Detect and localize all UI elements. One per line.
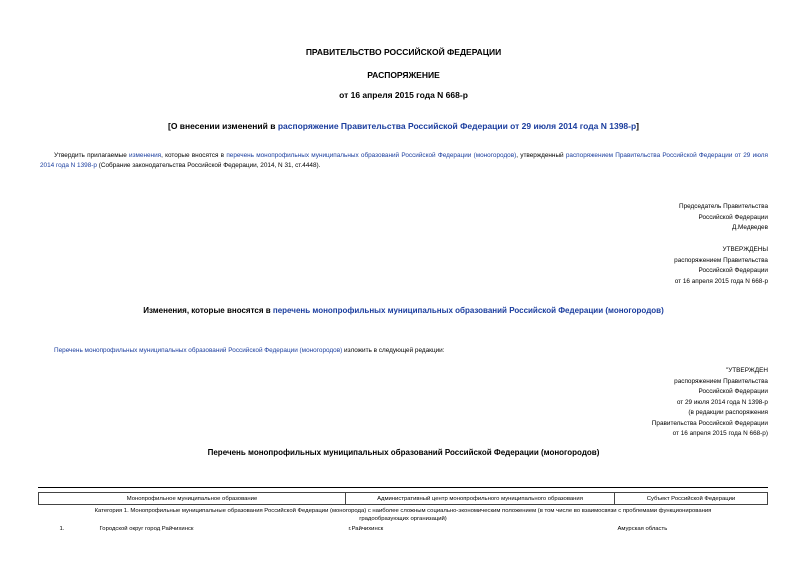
document-type: РАСПОРЯЖЕНИЕ: [367, 70, 440, 80]
row-number: 1.: [59, 526, 65, 532]
column-header-admin-center: Административный центр монопрофильного муниципального образования: [346, 493, 615, 505]
body-text-4: (Собрание законодательства Российской Федерации, 2014, N 31, ст.4448).: [96, 162, 321, 169]
document-date: от 16 апреля 2015 года N 668-р: [339, 90, 468, 100]
approved-block-2: [468, 366, 768, 440]
signature-line-2: Российской Федерации: [698, 213, 768, 221]
approved2-line-4: от 29 июля 2014 года N 1398-р: [676, 398, 768, 406]
changes-title-prefix: Изменения, которые вносятся в: [143, 306, 273, 315]
signature-line-1: Председатель Правительства: [679, 203, 768, 210]
municipality-cell: [39, 525, 346, 533]
table-top-rule: [38, 487, 768, 488]
category-row: [39, 505, 768, 526]
government-title: ПРАВИТЕЛЬСТВО РОССИЙСКОЙ ФЕДЕРАЦИИ: [305, 47, 502, 57]
approved-block: [468, 245, 768, 287]
approved-line-4: от 16 апреля 2015 года N 668-р: [674, 277, 768, 285]
amended-order-link[interactable]: распоряжение Правительства Российской Федерации от 29 июля 2014 года N 1398-р: [277, 121, 637, 131]
column-header-subject: Субъект Российской Федерации: [615, 493, 768, 505]
approved2-line-7: от 16 апреля 2015 года N 668-р): [672, 430, 768, 437]
admin-center-cell: г.Райчихинск: [348, 526, 384, 532]
column-header-municipality: Монопрофильное муниципальное образование: [39, 493, 346, 505]
order-1398-link[interactable]: распоряжением Правительства Российской Федерации от 29 июля 2014 года N 1398-р: [40, 152, 768, 169]
body-text-2: , которые вносятся в: [161, 152, 227, 159]
amendment-title: [0, 121, 807, 131]
approved2-line-1: "УТВЕРЖДЕН: [725, 367, 768, 374]
approved2-line-3: Российской Федерации: [698, 388, 768, 395]
category-cell: Категория 1. Монопрофильные муниципальные образования Российской Федерации (моногорода) с наиболее сложным социально-экономическим положением (в том числе во взаимосвязи с проблемами функционирования градообразующих организаций): [94, 508, 712, 522]
instruction-paragraph: [54, 346, 754, 356]
body-text-1: Утвердить прилагаемые: [54, 152, 130, 159]
changes-title: [0, 306, 807, 315]
table-row: [39, 525, 768, 533]
amendment-title-suffix: ]: [636, 121, 640, 131]
subject-cell: Амурская область: [617, 526, 668, 532]
municipality-name: Городской округ город Райчихинск: [99, 526, 194, 532]
list-title: Перечень монопрофильных муниципальных образований Российской Федерации (моногородов): [207, 448, 600, 457]
signature-block: [468, 202, 768, 234]
monotowns-list-link[interactable]: перечень монопрофильных муниципальных образований Российской Федерации (моногородов): [226, 152, 517, 159]
approved-line-3: Российской Федерации: [698, 267, 768, 274]
instruction-link[interactable]: Перечень монопрофильных муниципальных образований Российской Федерации (моногородов): [54, 347, 343, 354]
changes-link[interactable]: изменения: [129, 152, 162, 159]
approved2-line-5: (в редакции распоряжения: [688, 409, 768, 416]
signature-line-3: Д.Медведев: [731, 224, 768, 231]
approved-line-2: распоряжением Правительства: [674, 256, 768, 264]
body-paragraph: [40, 151, 768, 171]
instruction-text: изложить в следующей редакции:: [342, 347, 445, 354]
approved2-line-2: распоряжением Правительства: [674, 377, 768, 385]
approved2-line-6: Правительства Российской Федерации: [651, 419, 768, 427]
table-header-row: [39, 493, 768, 505]
amendment-title-prefix: [О внесении изменений в: [167, 121, 278, 131]
monotowns-table: [38, 492, 768, 533]
approved-line-1: УТВЕРЖДЕНЫ: [722, 246, 768, 253]
changes-title-link[interactable]: перечень монопрофильных муниципальных образований Российской Федерации (моногородов): [272, 306, 664, 315]
body-text-3: , утвержденный: [516, 152, 566, 159]
